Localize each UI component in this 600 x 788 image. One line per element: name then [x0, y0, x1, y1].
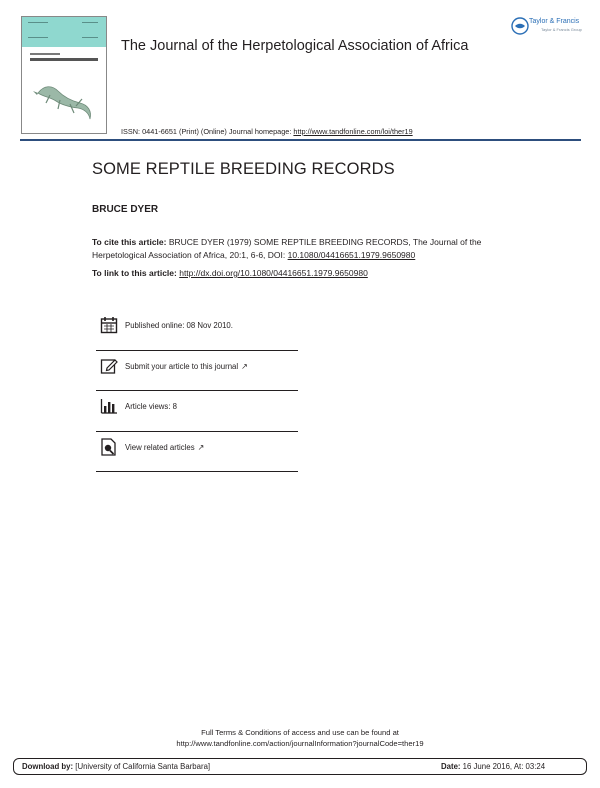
terms-text: Full Terms & Conditions of access and use can be found at — [201, 728, 399, 737]
bar-chart-icon — [100, 397, 118, 415]
calendar-icon — [100, 316, 118, 334]
link-label: To link to this article: — [92, 268, 180, 278]
citation-block — [92, 236, 532, 261]
publisher-logo-text: Taylor & Francis — [529, 18, 580, 25]
published-online-text: Published online: 08 Nov 2010. — [125, 321, 233, 330]
issn-line — [121, 127, 413, 136]
journal-homepage-link[interactable]: http://www.tandfonline.com/loi/ther19 — [293, 127, 413, 136]
cite-text: BRUCE DYER (1979) SOME REPTILE BREEDING RECORDS, The Journal of the Herpetological Association of Africa, 20:1, 6-6, DOI: — [92, 237, 482, 260]
related-articles-row[interactable] — [96, 432, 298, 472]
published-online-row — [96, 310, 298, 350]
related-articles-link[interactable]: View related articles ↗ — [125, 443, 205, 452]
terms-block — [0, 727, 600, 749]
article-link-line — [92, 268, 368, 278]
document-search-icon — [100, 438, 118, 456]
header-divider — [20, 139, 581, 141]
article-doi-url-link[interactable]: http://dx.doi.org/10.1080/04416651.1979.9650980 — [179, 268, 368, 278]
external-link-icon: ↗ — [197, 443, 205, 452]
submit-article-row[interactable] — [96, 351, 298, 391]
article-title: SOME REPTILE BREEDING RECORDS — [92, 160, 395, 178]
edit-icon — [100, 357, 118, 375]
issn-text: ISSN: 0441-6651 (Print) (Online) Journal homepage: — [121, 127, 294, 136]
article-views-text: Article views: 8 — [125, 402, 177, 411]
publisher-logo-subtext: Taylor & Francis Group — [541, 27, 582, 32]
cover-banner-text — [82, 22, 98, 38]
cite-label: To cite this article: — [92, 237, 169, 247]
downloaded-by: Download by: [University of California Santa Barbara] — [22, 762, 211, 771]
cover-title-text — [30, 53, 100, 67]
download-info-bar — [13, 758, 587, 775]
lizard-cover-icon — [30, 73, 100, 125]
cover-banner-text — [28, 22, 48, 38]
external-link-icon: ↗ — [241, 362, 248, 371]
cover-banner — [22, 17, 106, 47]
terms-url-link[interactable]: http://www.tandfonline.com/action/journalInformation?journalCode=ther19 — [176, 739, 424, 748]
journal-title: The Journal of the Herpetological Association of Africa — [121, 38, 469, 54]
info-divider — [96, 471, 298, 472]
download-date: Date: 16 June 2016, At: 03:24 — [441, 762, 546, 771]
submit-article-link[interactable]: Submit your article to this journal ↗ — [125, 362, 248, 371]
article-views-row — [96, 391, 298, 431]
article-author: BRUCE DYER — [92, 204, 159, 215]
journal-cover-image — [21, 16, 107, 134]
doi-link[interactable]: 10.1080/04416651.1979.9650980 — [287, 249, 416, 260]
